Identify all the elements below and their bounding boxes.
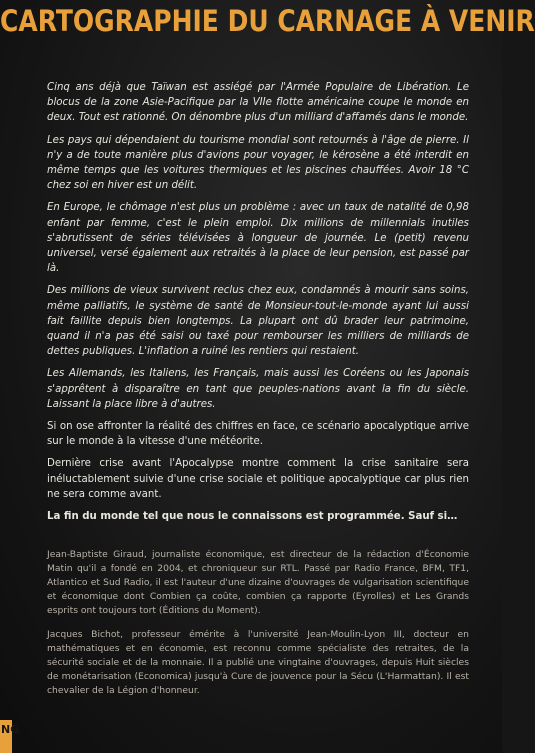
bio-bichot: Jacques Bichot, professeur émérite à l'université Jean-Moulin-Lyon III, docteur en mathématiques et en économie, est reconnu comme spécialiste des retraites, de la sécurité sociale et de la monnaie. Il a publié une vingtaine d'ouvrages, depuis Huit siècles de monétarisation (Economica) jusqu'à Cure de jouvence pour la Sécu (L'Harmattan). Il est chevalier de la Légion d'honneur. — [47, 629, 469, 696]
paragraph-8: La fin du monde tel que nous le connaissons est programmée. Sauf si… — [47, 511, 458, 523]
cover-title: CARTOGRAPHIE DU CARNAGE À VENIR — [0, 4, 535, 39]
publisher-logo-text: NG — [1, 723, 20, 736]
paragraph-7: Dernière crise avant l'Apocalypse montre comment la crise sanitaire sera inéluctablement suivie d'une crise sociale et politique apocalyptique car plus rien ne sera comme avant. — [47, 458, 469, 500]
paragraph-1: Cinq ans déjà que Taïwan est assiégé par l'Armée Populaire de Libération. Le blocus de la zone Asie-Pacifique par la VIIe flotte américaine coupe le monde en deux. Tout est rationné. On dénombre plus d'un milliard d'affamés dans le monde. — [47, 82, 469, 124]
paragraph-5: Les Allemands, les Italiens, les Français, mais aussi les Coréens ou les Japonais s'apprêtent à disparaître en tant que peuples-nations avant la fin du siècle. Laissant la place libre à d'autres. — [47, 368, 469, 410]
paragraph-6: Si on ose affronter la réalité des chiffres en face, ce scénario apocalyptique arrive sur le monde à la vitesse d'une météorite. — [47, 421, 469, 448]
paragraph-2: Les pays qui dépendaient du tourisme mondial sont retournés à l'âge de pierre. Il n'y a de toute manière plus d'avions pour voyager, le kérosène a été interdit en même temps que les voitures thermiques et les piscines chauffées. Avoir 18 °C chez soi en hiver est un délit. — [47, 134, 469, 192]
bio-giraud: Jean-Baptiste Giraud, journaliste économique, est directeur de la rédaction d'Économie Matin qu'il a fondé en 2004, et chroniqueur sur RTL. Passé par Radio France, BFM, TF1, Atlantico et Sud Radio, il est l'auteur d'une dizaine d'ouvrages de vulgarisation scientifique et économique dont Combien ça coûte, combien ça rapporte (Eyrolles) et Les Grands esprits ont toujours tort (Éditions du Moment). — [47, 549, 469, 616]
author-bios — [47, 548, 469, 708]
blurb-text — [47, 80, 469, 531]
publisher-logo — [0, 720, 20, 753]
paragraph-4: Des millions de vieux survivent reclus chez eux, condamnés à mourir sans soins, même palliatifs, le système de santé de Monsieur-tout-le-monde ayant lui aussi fait faillite depuis bien longtemps. La plupart ont dû brader leur patrimoine, quand il n'a pas été saisi ou taxé pour rembourser les milliers de milliards de dettes publiques. L'inflation a ruiné les rentiers qui restaient. — [47, 285, 469, 358]
paragraph-3: En Europe, le chômage n'est plus un problème : avec un taux de natalité de 0,98 enfant par femme, c'est le plein emploi. Dix millions de millennials inutiles s'abrutissent de séries télévisées à longueur de journée. Le (petit) revenu universel, versé également aux retraités à la place de leur pension, est passé par là. — [47, 202, 469, 275]
